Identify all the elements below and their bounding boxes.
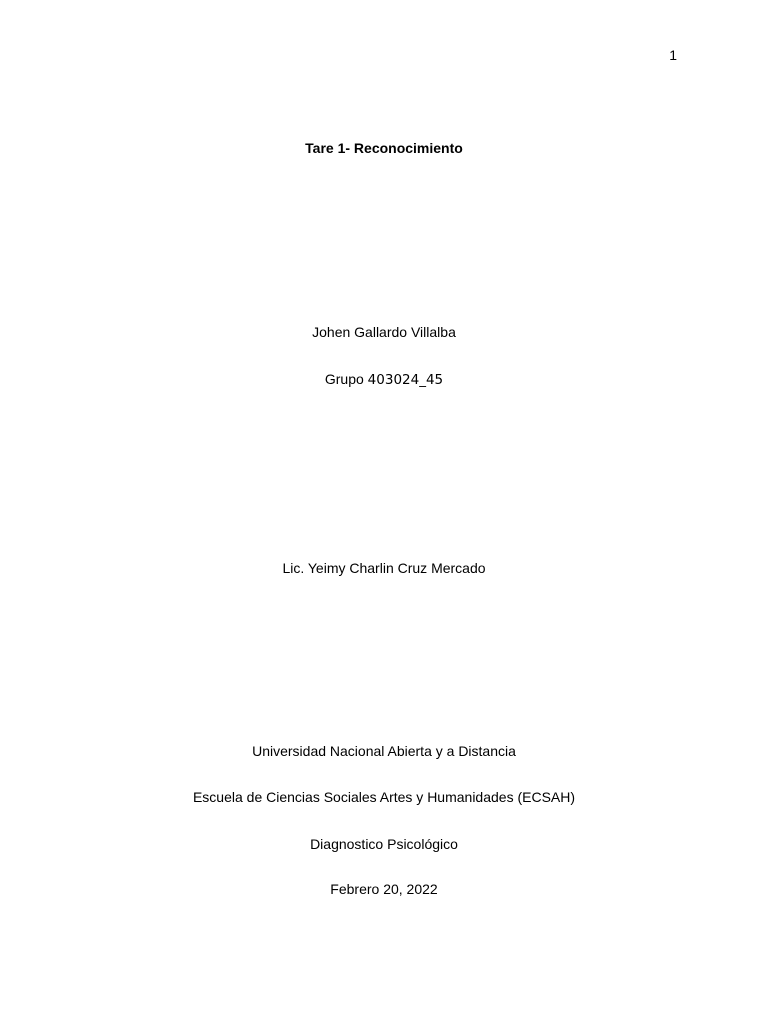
course-name: Diagnostico Psicológico: [310, 836, 458, 852]
instructor-name: Lic. Yeimy Charlin Cruz Mercado: [282, 560, 486, 576]
submission-date: Febrero 20, 2022: [330, 881, 438, 897]
page-number: 1: [669, 47, 677, 63]
school-name: Escuela de Ciencias Sociales Artes y Humanidades (ECSAH): [192, 789, 576, 805]
group-label: Grupo: [324, 371, 364, 387]
university-name: Universidad Nacional Abierta y a Distancia: [252, 743, 516, 759]
author-name: Johen Gallardo Villalba: [312, 324, 456, 340]
document-title: Tare 1- Reconocimiento: [305, 140, 463, 156]
group-line: [0, 370, 768, 389]
group-code: 403024_45: [367, 372, 444, 388]
